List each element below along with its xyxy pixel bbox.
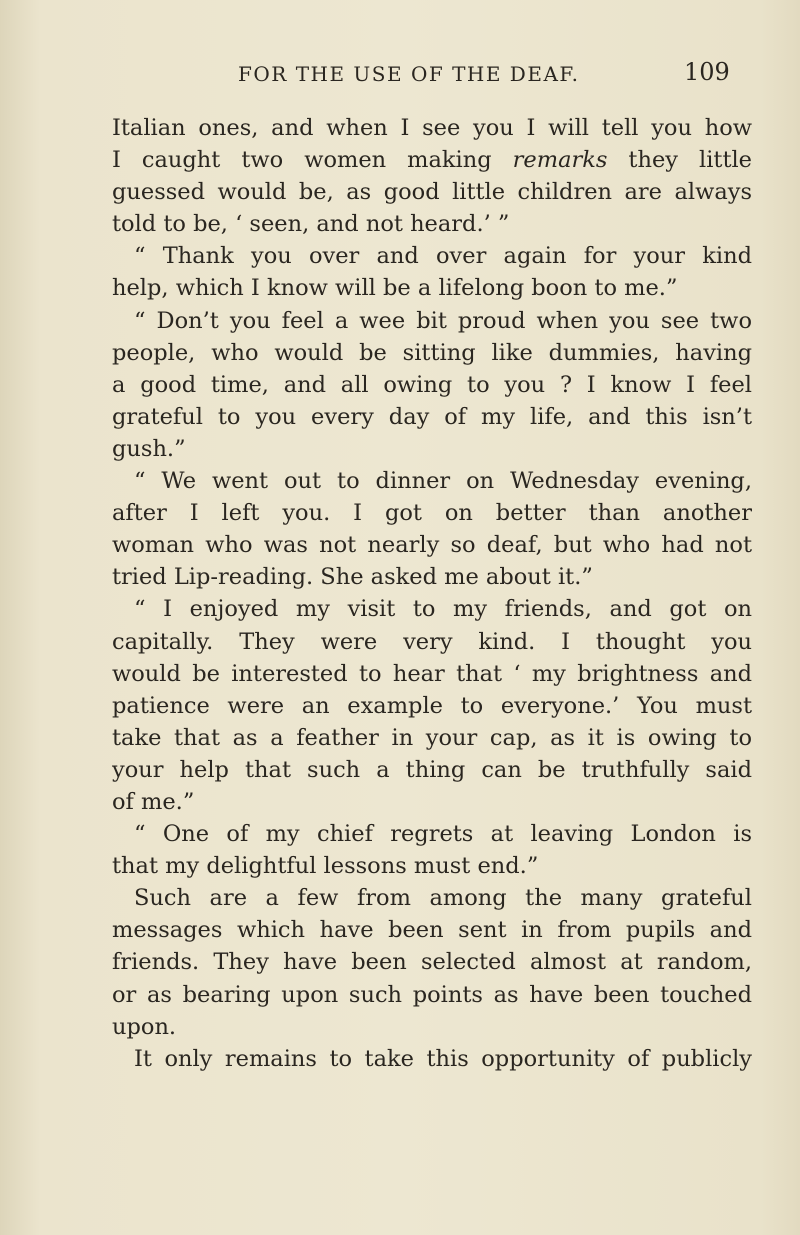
text-line-run: “ We went out to dinner on Wednesday evening, [134,468,752,495]
text-line [112,690,752,722]
text-line [112,979,752,1011]
text-line-run: guessed would be, as good little children are always [112,179,752,206]
text-line-run: help, which I know will be a lifelong boon to me.” [112,275,678,302]
text-line-run: “ Don’t you feel a wee bit proud when you see two [134,307,752,334]
text-line [112,369,752,401]
text-line [112,754,752,786]
text-line-run: “ One of my chief regrets at leaving London is [134,821,752,848]
text-line-run: “ Thank you over and over again for your kind [134,243,752,270]
text-line [112,305,752,337]
text-line-run: told to be, ‘ seen, and not heard.’ ” [112,211,510,238]
text-line [112,561,752,593]
text-line-run: gush.” [112,435,186,462]
text-line-run: patience were an example to everyone.’ You must [112,692,752,719]
text-line [112,337,752,369]
text-line [112,465,752,497]
text-line [112,882,752,914]
text-line-run: messages which have been sent in from pupils and [112,917,752,944]
text-line-run: I caught two women making [112,147,513,174]
text-line [112,946,752,978]
text-line-run: woman who was not nearly so deaf, but who had not [112,532,752,559]
text-line [112,593,752,625]
text-line [112,240,752,272]
page-number: 109 [684,58,730,86]
text-line-run: they little [607,147,752,174]
text-line-run: after I left you. I got on better than another [112,500,752,527]
text-line [112,144,752,176]
text-line [112,433,752,465]
text-line-run: capitally. They were very kind. I thought you [112,628,752,655]
text-line-run: of me.” [112,788,195,815]
text-line [112,112,752,144]
text-line [112,722,752,754]
text-line-run: Such are a few from among the many grateful [134,885,752,912]
text-line-run: take that as a feather in your cap, as it is owing to [112,724,752,751]
text-line [112,176,752,208]
text-line-run: or as bearing upon such points as have been touched [112,981,752,1008]
text-line-run: It only remains to take this opportunity of publicly [134,1045,752,1072]
text-line [112,272,752,304]
text-line [112,850,752,882]
italic-word: remarks [512,147,608,174]
text-line-run: grateful to you every day of my life, and this isn’t [112,403,752,430]
text-line [112,401,752,433]
text-line [112,658,752,690]
text-line [112,1011,752,1043]
body-text [112,112,752,1075]
text-line-run: upon. [112,1013,177,1040]
text-line [112,208,752,240]
text-line [112,529,752,561]
text-line-run: “ I enjoyed my visit to my friends, and got on [134,596,752,623]
text-line-run: friends. They have been selected almost at random, [112,949,752,976]
text-line-run: your help that such a thing can be truthfully said [112,756,752,783]
text-line-run: that my delightful lessons must end.” [112,853,539,880]
running-head: FOR THE USE OF THE DEAF. [238,62,580,86]
text-line [112,626,752,658]
text-line [112,1043,752,1075]
text-line-run: tried Lip-reading. She asked me about it.” [112,564,593,591]
text-line-run: would be interested to hear that ‘ my brightness and [112,660,752,687]
text-line [112,786,752,818]
page-header [238,58,758,92]
text-line-run: a good time, and all owing to you ? I know I feel [112,371,752,398]
text-line-run: people, who would be sitting like dummies, having [112,339,752,366]
text-line [112,818,752,850]
text-line [112,914,752,946]
text-line [112,497,752,529]
text-line-run: Italian ones, and when I see you I will tell you how [112,115,752,141]
